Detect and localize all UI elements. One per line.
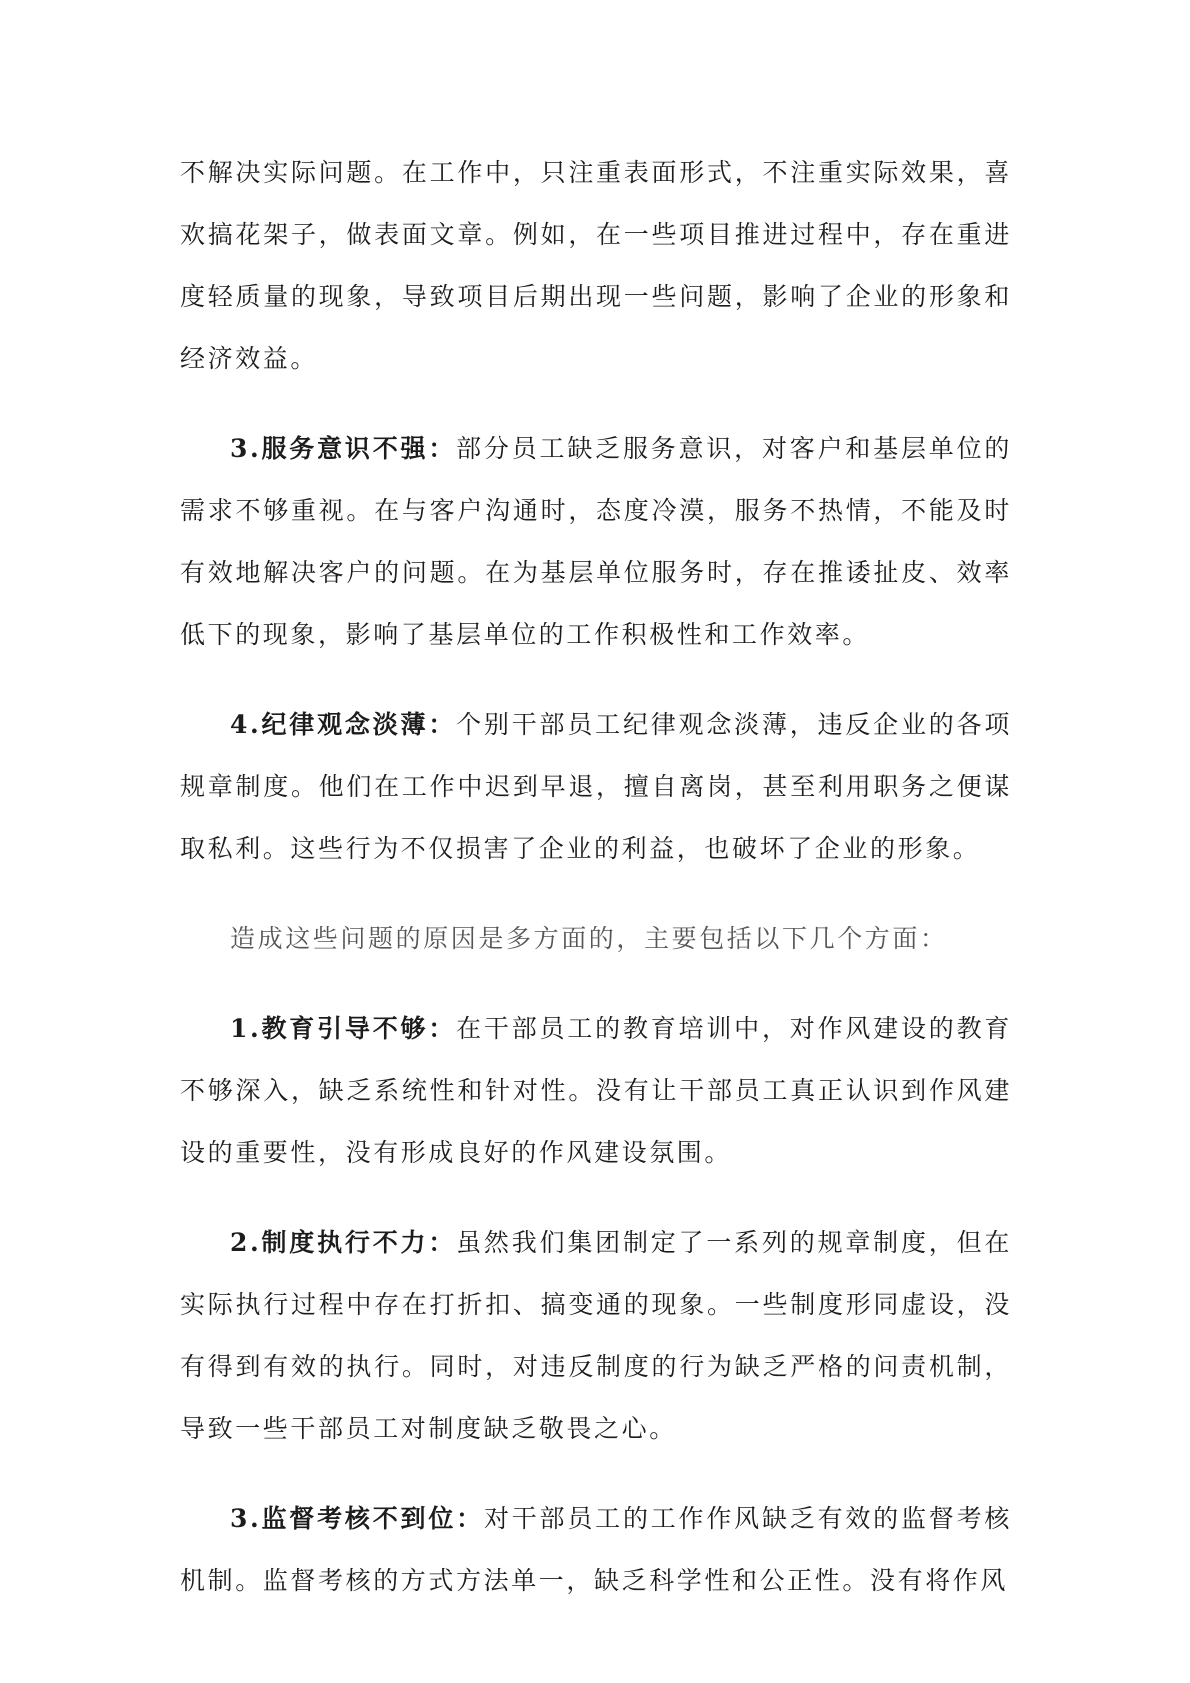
paragraph-body: 虽然我们集团制定了一系列的规章制度，但在实际执行过程中存在打折扣、搞变通的现象。一些制度形同虚设，没有得到有效的执行。同时，对违反制度的行为缺乏严格的问责机制，导致一些干部员工对制度缺乏敬畏之心。 <box>180 1228 1012 1443</box>
paragraph-body: 造成这些问题的原因是多方面的，主要包括以下几个方面： <box>230 924 948 953</box>
paragraph-service-awareness <box>180 418 1012 666</box>
document-body <box>180 142 1012 1640</box>
paragraph-heading: 1.教育引导不够： <box>230 1014 457 1043</box>
paragraph-discipline <box>180 694 1012 880</box>
paragraph-body: 部分员工缺乏服务意识，对客户和基层单位的需求不够重视。在与客户沟通时，态度冷漠，服务不热情，不能及时有效地解决客户的问题。在为基层单位服务时，存在推诿扯皮、效率低下的现象，影响了基层单位的工作积极性和工作效率。 <box>180 434 1012 649</box>
paragraph-body: 在干部员工的教育培训中，对作风建设的教育不够深入，缺乏系统性和针对性。没有让干部员工真正认识到作风建设的重要性，没有形成良好的作风建设氛围。 <box>180 1014 1012 1167</box>
paragraph-body: 个别干部员工纪律观念淡薄，违反企业的各项规章制度。他们在工作中迟到早退，擅自离岗，甚至利用职务之便谋取私利。这些行为不仅损害了企业的利益，也破坏了企业的形象。 <box>180 710 1012 863</box>
paragraph-heading: 3.监督考核不到位： <box>230 1504 484 1533</box>
paragraph-causes-intro <box>180 908 1012 970</box>
paragraph-body: 对干部员工的工作作风缺乏有效的监督考核机制。监督考核的方式方法单一，缺乏科学性和公正性。没有将作风 <box>180 1504 1012 1595</box>
paragraph-body: 不解决实际问题。在工作中，只注重表面形式，不注重实际效果，喜欢搞花架子，做表面文章。例如，在一些项目推进过程中，存在重进度轻质量的现象，导致项目后期出现一些问题，影响了企业的形象和经济效益。 <box>180 158 1012 373</box>
paragraph-heading: 4.纪律观念淡薄： <box>230 710 457 739</box>
paragraph-education <box>180 998 1012 1184</box>
paragraph-institution <box>180 1212 1012 1460</box>
paragraph-heading: 2.制度执行不力： <box>230 1228 457 1257</box>
paragraph-heading: 3.服务意识不强： <box>230 434 457 463</box>
paragraph-continuation <box>180 142 1012 390</box>
paragraph-supervision <box>180 1488 1012 1612</box>
